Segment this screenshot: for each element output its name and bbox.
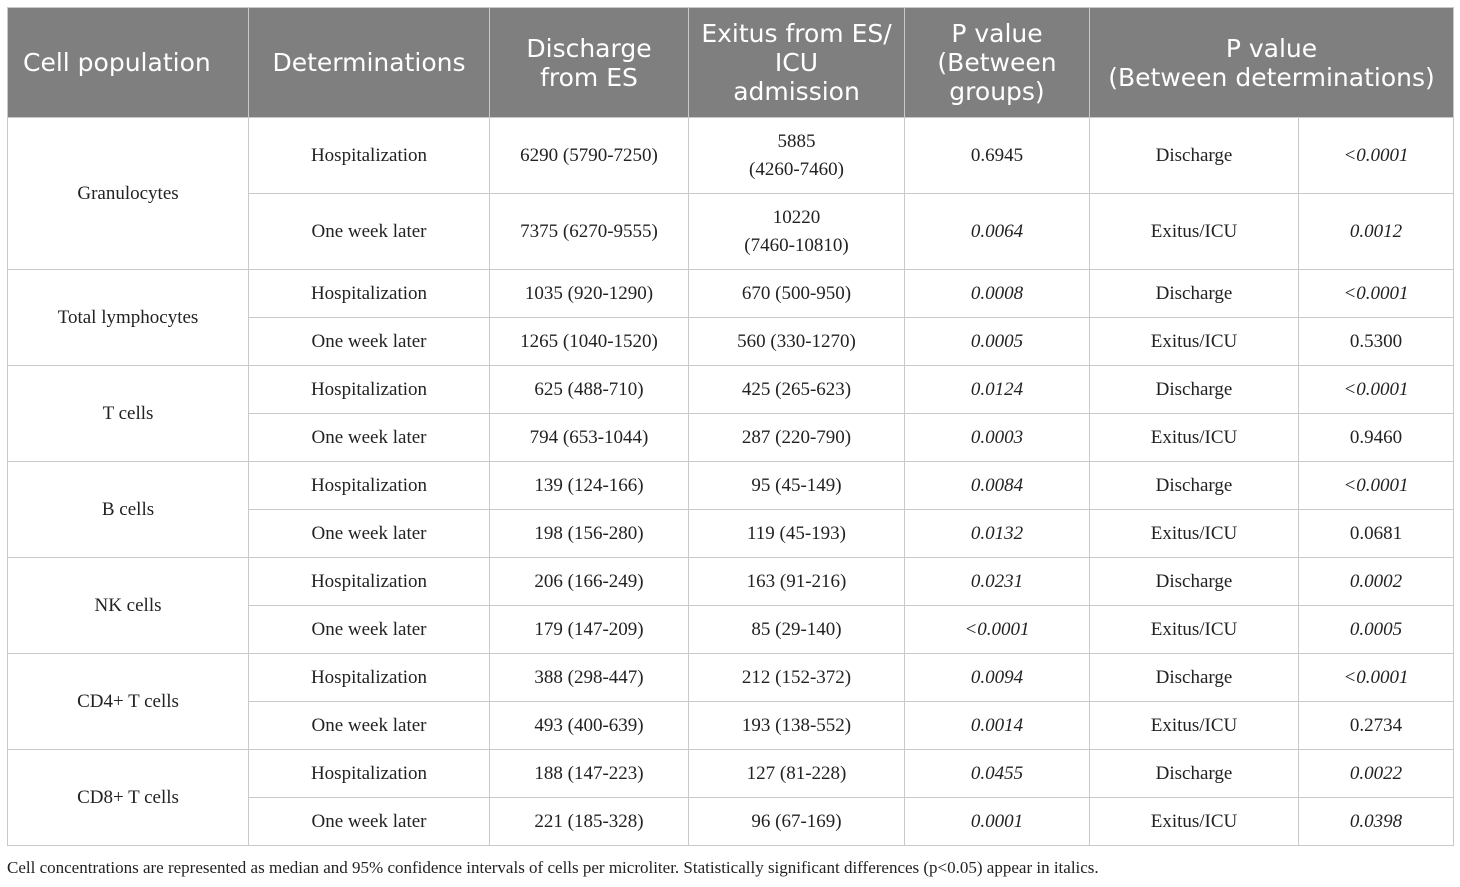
discharge-value: 188 (147-223) [490, 750, 689, 798]
header-p-between-groups [905, 8, 1090, 118]
determination-cell: One week later [249, 606, 490, 654]
exitus-value-line: 287 (220-790) [741, 426, 852, 448]
header-determinations: Determinations [249, 8, 490, 118]
exitus-value-line: 670 (500-950) [741, 282, 852, 304]
p-value-between-groups: 0.0001 [905, 798, 1090, 846]
p-value-between-groups: <0.0001 [905, 606, 1090, 654]
p-value-between-groups: 0.0008 [905, 270, 1090, 318]
p-value-between-determinations: 0.0005 [1299, 606, 1454, 654]
cell-population-name: T cells [8, 366, 249, 462]
cell-population-name: Granulocytes [8, 118, 249, 270]
determination-group: Exitus/ICU [1090, 702, 1299, 750]
determination-cell: One week later [249, 414, 490, 462]
exitus-value [689, 750, 905, 798]
header-pgroups-line-2: (Between [937, 48, 1057, 77]
p-value-between-groups: 0.6945 [905, 118, 1090, 194]
p-value-between-groups: 0.0455 [905, 750, 1090, 798]
exitus-value-line: 212 (152-372) [741, 666, 852, 688]
p-value-between-groups: 0.0124 [905, 366, 1090, 414]
determination-group: Exitus/ICU [1090, 414, 1299, 462]
table-row [8, 462, 1454, 510]
header-discharge [490, 8, 689, 118]
discharge-value: 139 (124-166) [490, 462, 689, 510]
p-value-between-groups: 0.0005 [905, 318, 1090, 366]
determination-group: Discharge [1090, 750, 1299, 798]
discharge-value: 179 (147-209) [490, 606, 689, 654]
discharge-value: 1265 (1040-1520) [490, 318, 689, 366]
exitus-value [689, 366, 905, 414]
exitus-value-line: 193 (138-552) [741, 714, 852, 736]
header-exitus [689, 8, 905, 118]
exitus-value-line: 560 (330-1270) [737, 330, 856, 352]
table-footnote: Cell concentrations are represented as median and 95% confidence intervals of cells per microliter. Statistically significant differences (p<0.05) appear in italics. [7, 858, 1099, 877]
determination-group: Discharge [1090, 462, 1299, 510]
p-value-between-groups: 0.0003 [905, 414, 1090, 462]
cell-population-name: Total lymphocytes [8, 270, 249, 366]
determination-cell: One week later [249, 194, 490, 270]
exitus-value-line: 127 (81-228) [746, 762, 847, 784]
exitus-value [689, 462, 905, 510]
table-body [8, 118, 1454, 846]
discharge-value: 493 (400-639) [490, 702, 689, 750]
determination-group: Discharge [1090, 270, 1299, 318]
discharge-value: 206 (166-249) [490, 558, 689, 606]
table-row [8, 558, 1454, 606]
cell-population-name: CD8+ T cells [8, 750, 249, 846]
table-row [8, 118, 1454, 194]
header-pgroups-line-3: groups) [949, 77, 1045, 106]
header-exitus-line-3: admission [733, 77, 860, 106]
exitus-value [689, 558, 905, 606]
exitus-value-line: 95 (45-149) [751, 474, 842, 496]
header-pgroups-line-1: P value [951, 19, 1043, 48]
exitus-value-line: 119 (45-193) [746, 522, 847, 544]
exitus-value-line: (4260-7460) [749, 158, 844, 180]
determination-cell: Hospitalization [249, 118, 490, 194]
discharge-value: 625 (488-710) [490, 366, 689, 414]
determination-cell: Hospitalization [249, 750, 490, 798]
p-value-between-groups: 0.0014 [905, 702, 1090, 750]
p-value-between-determinations: 0.0022 [1299, 750, 1454, 798]
determination-group: Discharge [1090, 558, 1299, 606]
determination-cell: One week later [249, 702, 490, 750]
exitus-value [689, 798, 905, 846]
header-exitus-line-2: ICU [774, 48, 819, 77]
exitus-value-line: 10220 [772, 206, 821, 228]
table-header-row [8, 8, 1454, 118]
discharge-value: 7375 (6270-9555) [490, 194, 689, 270]
p-value-between-determinations: <0.0001 [1299, 118, 1454, 194]
p-value-between-determinations: 0.5300 [1299, 318, 1454, 366]
determination-cell: One week later [249, 510, 490, 558]
discharge-value: 198 (156-280) [490, 510, 689, 558]
p-value-between-determinations: 0.0681 [1299, 510, 1454, 558]
header-discharge-line-2: from ES [540, 62, 638, 92]
determination-cell: Hospitalization [249, 270, 490, 318]
exitus-value [689, 270, 905, 318]
exitus-value [689, 194, 905, 270]
determination-cell: Hospitalization [249, 366, 490, 414]
cell-population-name: CD4+ T cells [8, 654, 249, 750]
determination-cell: Hospitalization [249, 558, 490, 606]
discharge-value: 794 (653-1044) [490, 414, 689, 462]
p-value-between-determinations: 0.0398 [1299, 798, 1454, 846]
p-value-between-determinations: <0.0001 [1299, 270, 1454, 318]
header-discharge-line-1: Discharge [526, 33, 652, 63]
table-row [8, 270, 1454, 318]
exitus-value [689, 654, 905, 702]
exitus-value [689, 414, 905, 462]
exitus-value [689, 606, 905, 654]
determination-group: Discharge [1090, 118, 1299, 194]
exitus-value-line: 96 (67-169) [751, 810, 842, 832]
determination-group: Exitus/ICU [1090, 318, 1299, 366]
determination-cell: One week later [249, 798, 490, 846]
header-pdet-line-2: (Between determinations) [1108, 62, 1435, 92]
exitus-value-line: 5885 [777, 130, 816, 152]
table-row [8, 654, 1454, 702]
p-value-between-groups: 0.0231 [905, 558, 1090, 606]
header-pdet-line-1: P value [1225, 33, 1318, 63]
table-row [8, 366, 1454, 414]
p-value-between-determinations: 0.2734 [1299, 702, 1454, 750]
p-value-between-determinations: <0.0001 [1299, 462, 1454, 510]
determination-group: Discharge [1090, 366, 1299, 414]
exitus-value [689, 702, 905, 750]
exitus-value-line: 85 (29-140) [751, 618, 842, 640]
p-value-between-determinations: 0.0012 [1299, 194, 1454, 270]
header-p-between-determinations [1090, 8, 1454, 118]
p-value-between-groups: 0.0132 [905, 510, 1090, 558]
p-value-between-determinations: <0.0001 [1299, 366, 1454, 414]
p-value-between-groups: 0.0094 [905, 654, 1090, 702]
cell-population-name: NK cells [8, 558, 249, 654]
exitus-value [689, 118, 905, 194]
determination-group: Exitus/ICU [1090, 606, 1299, 654]
header-exitus-line-1: Exitus from ES/ [701, 19, 892, 48]
cell-population-name: B cells [8, 462, 249, 558]
header-cell-population: Cell population [8, 8, 249, 118]
table-row [8, 750, 1454, 798]
determination-group: Exitus/ICU [1090, 194, 1299, 270]
p-value-between-determinations: <0.0001 [1299, 654, 1454, 702]
determination-group: Exitus/ICU [1090, 510, 1299, 558]
determination-group: Discharge [1090, 654, 1299, 702]
determination-group: Exitus/ICU [1090, 798, 1299, 846]
exitus-value-line: (7460-10810) [744, 234, 849, 256]
exitus-value-line: 163 (91-216) [746, 570, 847, 592]
exitus-value [689, 318, 905, 366]
discharge-value: 6290 (5790-7250) [490, 118, 689, 194]
discharge-value: 1035 (920-1290) [490, 270, 689, 318]
discharge-value: 221 (185-328) [490, 798, 689, 846]
p-value-between-determinations: 0.0002 [1299, 558, 1454, 606]
p-value-between-groups: 0.0084 [905, 462, 1090, 510]
determination-cell: Hospitalization [249, 654, 490, 702]
exitus-value-line: 425 (265-623) [741, 378, 852, 400]
determination-cell: Hospitalization [249, 462, 490, 510]
determination-cell: One week later [249, 318, 490, 366]
p-value-between-determinations: 0.9460 [1299, 414, 1454, 462]
p-value-between-groups: 0.0064 [905, 194, 1090, 270]
exitus-value [689, 510, 905, 558]
discharge-value: 388 (298-447) [490, 654, 689, 702]
results-table [7, 7, 1454, 846]
